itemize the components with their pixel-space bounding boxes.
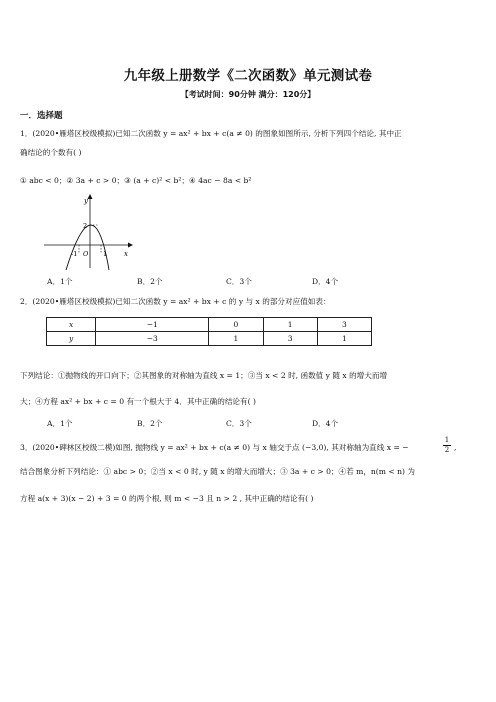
- q2-option-c[interactable]: C．3个: [226, 419, 252, 428]
- q3-fraction: [442, 436, 452, 455]
- q3-stem-line2: 结合图象分析下列结论：① abc > 0；②当 x < 0 时, y 随 x 的增大而增大；③ 3a + c > 0；④若 m，n(m < n) 为: [20, 467, 416, 476]
- tick-label-2: 2: [83, 222, 88, 230]
- table-cell: 1: [263, 318, 317, 332]
- q1-parabola-graph: [40, 192, 140, 270]
- q2-value-table: [46, 317, 372, 346]
- tick-label-neg1: -1: [71, 250, 78, 258]
- y-axis-label: y: [84, 197, 88, 205]
- table-cell: −1: [96, 318, 209, 332]
- x-axis-arrow: [128, 243, 133, 248]
- table-row-x: [47, 318, 372, 332]
- q1-option-c[interactable]: C．3个: [226, 277, 252, 286]
- table-cell: 3: [317, 318, 371, 332]
- table-head-y: y: [47, 332, 96, 346]
- q1-option-a[interactable]: A．1个: [47, 277, 73, 286]
- parabola-curve: [66, 225, 109, 270]
- q3-stem-line1-end: ,: [454, 443, 457, 452]
- section-heading: 一．选择题: [20, 111, 63, 121]
- q2-option-a[interactable]: A．1个: [47, 419, 73, 428]
- page-title: 九年级上册数学《二次函数》单元测试卷: [123, 68, 373, 84]
- x-axis-label: x: [124, 250, 128, 258]
- origin-label: O: [83, 250, 89, 258]
- table-cell: 1: [317, 332, 371, 346]
- tick-label-1: 1: [103, 250, 108, 258]
- table-cell: −3: [96, 332, 209, 346]
- table-cell: 0: [209, 318, 263, 332]
- table-head-x: x: [47, 318, 96, 332]
- q3-stem-line3: 方程 a(x + 3)(x − 2) + 3 = 0 的两个根, 则 m < −3 且 n > 2 , 其中正确的结论有( ): [20, 494, 314, 503]
- q2-conclusions-line1: 下列结论：①抛物线的开口向下；②其图象的对称轴为直线 x = 1；③当 x < 2 时, 函数值 y 随 x 的增大而增: [20, 371, 388, 380]
- q1-statements: ① abc < 0；② 3a + c > 0；③ (a + c)² < b²；④ 4ac − 8a < b²: [20, 176, 252, 185]
- q2-option-d[interactable]: D．4个: [312, 419, 339, 428]
- table-cell: 3: [263, 332, 317, 346]
- q3-stem-line1: 3．(2020•碑林区校级二模)如图, 抛物线 y = ax² + bx + c(a ≠ 0) 与 x 轴交于点 (−3,0), 其对称轴为直线 x = −: [20, 443, 409, 452]
- q1-option-b[interactable]: B．2个: [137, 277, 163, 286]
- q2-conclusions-line2: 大；④方程 ax² + bx + c = 0 有一个根大于 4．其中正确的结论有( ): [20, 397, 256, 406]
- table-row-y: [47, 332, 372, 346]
- fraction-denominator: 2: [444, 446, 450, 454]
- q1-stem-line2: 确结论的个数有( ): [20, 148, 82, 157]
- exam-info: 【考试时间：90分钟 满分：120分】: [180, 90, 316, 99]
- q1-option-d[interactable]: D．4个: [312, 277, 339, 286]
- table-cell: 1: [209, 332, 263, 346]
- q2-stem-line1: 2．(2020•雁塔区校级模拟)已知二次函数 y = ax² + bx + c 的 y 与 x 的部分对应值如表：: [20, 297, 331, 306]
- q1-stem-line1: 1．(2020•雁塔区校级模拟)已知二次函数 y = ax² + bx + c(a ≠ 0) 的图象如图所示, 分析下列四个结论, 其中正: [20, 129, 402, 138]
- y-axis-arrow: [88, 194, 93, 199]
- q2-option-b[interactable]: B．2个: [137, 419, 163, 428]
- fraction-numerator: 1: [444, 436, 450, 444]
